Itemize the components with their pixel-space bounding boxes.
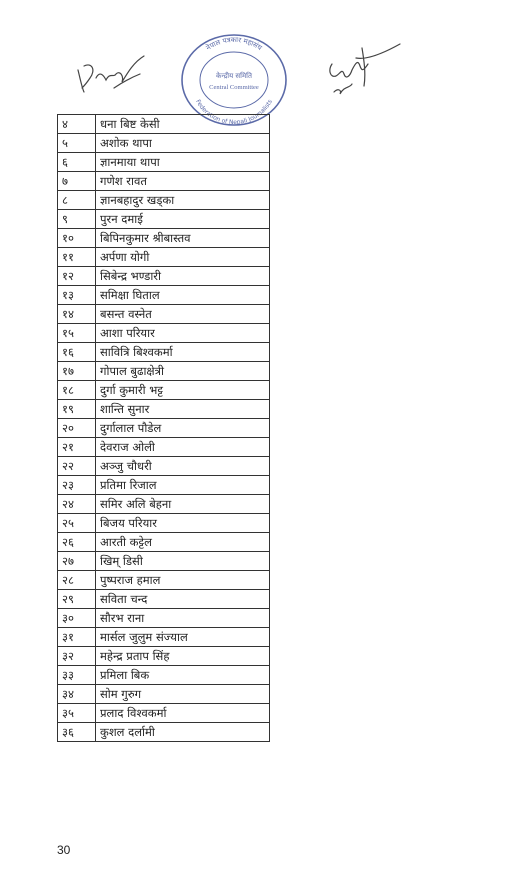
table-row (58, 229, 270, 248)
seal-top-text: नेपाल पत्रकार महासंघ (204, 35, 264, 53)
seal-center-line2: Central Committee (209, 84, 259, 91)
row-name: देवराज ओली (96, 438, 270, 457)
row-number: ९ (58, 210, 96, 229)
row-name: खिम् डिसी (96, 552, 270, 571)
row-name: सावित्रि बिश्वकर्मा (96, 343, 270, 362)
row-name: अशोक थापा (96, 134, 270, 153)
table-row (58, 248, 270, 267)
row-number: ६ (58, 153, 96, 172)
row-number: २३ (58, 476, 96, 495)
row-number: ३१ (58, 628, 96, 647)
row-name: सोम गुरुग (96, 685, 270, 704)
row-number: ३४ (58, 685, 96, 704)
table-row (58, 286, 270, 305)
table-row (58, 324, 270, 343)
table-row (58, 609, 270, 628)
row-name: मार्सल जुलुम संज्याल (96, 628, 270, 647)
row-number: १३ (58, 286, 96, 305)
row-number: २२ (58, 457, 96, 476)
signature-left-icon (70, 48, 150, 98)
row-name: दुर्गालाल पौडेल (96, 419, 270, 438)
row-name: अञ्जु चौधरी (96, 457, 270, 476)
table-row (58, 685, 270, 704)
row-name: कुशल दर्लामी (96, 723, 270, 742)
table-row (58, 476, 270, 495)
table-row (58, 419, 270, 438)
row-name: गणेश रावत (96, 172, 270, 191)
row-number: ४ (58, 115, 96, 134)
row-name: प्रलाद विश्वकर्मा (96, 704, 270, 723)
table-row (58, 552, 270, 571)
row-number: २९ (58, 590, 96, 609)
table-row (58, 134, 270, 153)
row-number: ३५ (58, 704, 96, 723)
row-name: गोपाल बुढाक्षेत्री (96, 362, 270, 381)
row-number: १८ (58, 381, 96, 400)
row-number: ३३ (58, 666, 96, 685)
row-number: ३२ (58, 647, 96, 666)
seal-center-line1: केन्द्रीय समिति (216, 72, 252, 80)
row-number: ८ (58, 191, 96, 210)
table-row (58, 723, 270, 742)
row-number: २० (58, 419, 96, 438)
row-number: २४ (58, 495, 96, 514)
table-row (58, 438, 270, 457)
names-table (57, 114, 270, 742)
table-row (58, 305, 270, 324)
row-number: २६ (58, 533, 96, 552)
table-row (58, 571, 270, 590)
table-row (58, 666, 270, 685)
row-number: १० (58, 229, 96, 248)
row-number: २५ (58, 514, 96, 533)
row-name: बिजय परियार (96, 514, 270, 533)
table-row (58, 647, 270, 666)
row-name: धना बिष्ट केसी (96, 115, 270, 134)
row-number: ७ (58, 172, 96, 191)
row-name: प्रमिला बिक (96, 666, 270, 685)
table-row (58, 210, 270, 229)
row-name: बिपिनकुमार श्रीबास्तव (96, 229, 270, 248)
row-name: सौरभ राना (96, 609, 270, 628)
row-name: पुरन दमाई (96, 210, 270, 229)
table-row (58, 704, 270, 723)
table-row (58, 400, 270, 419)
table-row (58, 533, 270, 552)
table-row (58, 628, 270, 647)
row-name: अर्पणा योगी (96, 248, 270, 267)
row-number: २१ (58, 438, 96, 457)
table-row (58, 172, 270, 191)
table-row (58, 381, 270, 400)
row-number: २७ (58, 552, 96, 571)
table-row (58, 362, 270, 381)
row-name: दुर्गा कुमारी भट्ट (96, 381, 270, 400)
row-number: १७ (58, 362, 96, 381)
table-row (58, 514, 270, 533)
row-number: १४ (58, 305, 96, 324)
row-name: ज्ञानबहादुर खड्का (96, 191, 270, 210)
row-name: प्रतिमा रिजाल (96, 476, 270, 495)
row-name: ज्ञानमाया थापा (96, 153, 270, 172)
row-name: पुष्पराज हमाल (96, 571, 270, 590)
table-row (58, 153, 270, 172)
row-name: समिर अलि बेहना (96, 495, 270, 514)
table-row (58, 590, 270, 609)
row-number: ५ (58, 134, 96, 153)
row-number: ११ (58, 248, 96, 267)
row-number: १६ (58, 343, 96, 362)
row-name: आशा परियार (96, 324, 270, 343)
row-number: १२ (58, 267, 96, 286)
row-number: ३० (58, 609, 96, 628)
row-name: बसन्त वस्नेत (96, 305, 270, 324)
row-name: सविता चन्द (96, 590, 270, 609)
seal-bottom-text: Federation of Nepali Journalists (194, 98, 274, 127)
table-row (58, 495, 270, 514)
signature-right-icon (322, 40, 402, 100)
row-name: समिक्षा घिताल (96, 286, 270, 305)
row-number: २८ (58, 571, 96, 590)
row-number: १९ (58, 400, 96, 419)
table-row (58, 457, 270, 476)
table-row (58, 267, 270, 286)
page-number: 30 (57, 843, 71, 857)
row-name: महेन्द्र प्रताप सिंह (96, 647, 270, 666)
row-number: १५ (58, 324, 96, 343)
row-name: शान्ति सुनार (96, 400, 270, 419)
table-row (58, 343, 270, 362)
row-name: आरती कट्टेल (96, 533, 270, 552)
row-number: ३६ (58, 723, 96, 742)
row-name: सिबेन्द्र भण्डारी (96, 267, 270, 286)
table-row (58, 115, 270, 134)
table-row (58, 191, 270, 210)
